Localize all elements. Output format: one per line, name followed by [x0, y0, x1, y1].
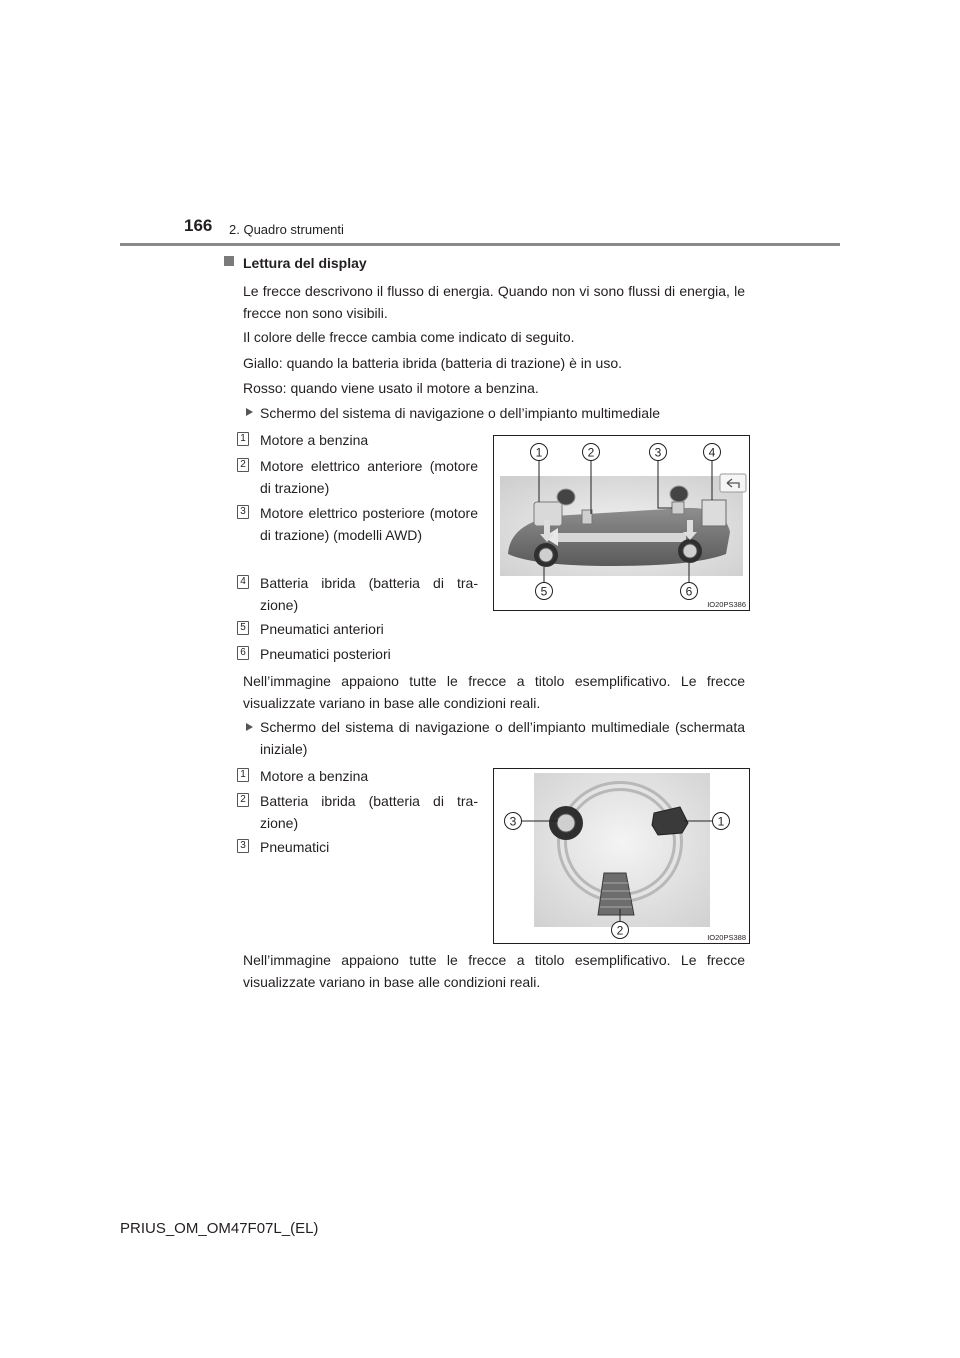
- svg-text:3: 3: [509, 814, 517, 829]
- item-text: Motore elettrico posteriore (motore di trazione) (modelli AWD): [260, 505, 478, 543]
- item-text: Pneumatici: [260, 839, 330, 855]
- intro-paragraph: Il colore delle frecce cambia come indicato di seguito.: [243, 329, 575, 345]
- svg-text:2: 2: [616, 923, 624, 938]
- figure-note: Nell’immagine appaiono tutte le frecce a titolo esemplificativo. Le frecce visualizzate variano in base alle condizioni reali.: [243, 673, 745, 711]
- item-text: Batteria ibrida (batteria di tra- zione): [260, 575, 478, 613]
- item-text: Pneumatici posteriori: [260, 646, 391, 662]
- item-text: Motore a benzina: [260, 432, 369, 448]
- header-divider: [120, 243, 840, 246]
- callout-1: [531, 444, 548, 461]
- item-number: 2: [237, 793, 249, 807]
- home-screen-illustration: [494, 769, 749, 943]
- bullet-triangle-icon: [246, 408, 253, 416]
- intro-paragraph: Le frecce descrivono il flusso di energia. Quando non vi sono flussi di energia, le frecce non sono visibili.: [243, 283, 745, 321]
- item-text: Motore a benzina: [260, 768, 369, 784]
- item-number: 1: [237, 432, 249, 446]
- svg-text:6: 6: [685, 584, 693, 599]
- callout-5: [536, 583, 553, 600]
- svg-text:1: 1: [535, 445, 543, 460]
- section-heading: Lettura del display: [243, 255, 367, 271]
- back-button: [720, 474, 746, 492]
- energy-flow-figure: [493, 435, 750, 611]
- screen2-title: Schermo del sistema di navigazione o dell’impianto multimediale (schermata iniziale): [260, 719, 745, 757]
- document-code: PRIUS_OM_OM47F07L_(EL): [120, 1220, 319, 1237]
- figure-code: IO20PS386: [707, 600, 746, 609]
- svg-text:4: 4: [708, 445, 716, 460]
- svg-text:5: 5: [540, 584, 548, 599]
- item-number: 4: [237, 575, 249, 589]
- callout-3: [505, 813, 522, 830]
- item-number: 1: [237, 768, 249, 782]
- callout-4: [704, 444, 721, 461]
- callout-2: [583, 444, 600, 461]
- wheel-icon: [557, 489, 575, 505]
- intro-paragraph: Rosso: quando viene usato il motore a benzina.: [243, 380, 539, 396]
- figure-note: Nell’immagine appaiono tutte le frecce a titolo esemplificativo. Le frecce visualizzate variano in base alle condizioni reali.: [243, 952, 745, 990]
- intro-paragraph: Giallo: quando la batteria ibrida (batteria di trazione) è in uso.: [243, 355, 622, 371]
- section-title: 2. Quadro strumenti: [229, 222, 344, 237]
- svg-text:2: 2: [587, 445, 595, 460]
- page-number: 166: [184, 216, 213, 235]
- item-text: Batteria ibrida (batteria di tra- zione): [260, 793, 478, 831]
- callout-3: [650, 444, 667, 461]
- home-screen-figure: [493, 768, 750, 944]
- callout-1: [713, 813, 730, 830]
- wheel-icon: [670, 486, 688, 502]
- item-number: 2: [237, 458, 249, 472]
- item-number: 3: [237, 839, 249, 853]
- item-number: 3: [237, 505, 249, 519]
- energy-arrow: [556, 533, 686, 542]
- item-text: Motore elettrico anteriore (motore di trazione): [260, 458, 478, 496]
- battery-icon: [702, 500, 726, 526]
- screen1-title: Schermo del sistema di navigazione o dell’impianto multimediale: [260, 405, 660, 421]
- heading-square-icon: [224, 256, 234, 266]
- item-text: Pneumatici anteriori: [260, 621, 384, 637]
- bullet-triangle-icon: [246, 723, 253, 731]
- rear-motor-icon: [672, 502, 684, 514]
- item-number: 6: [237, 646, 249, 660]
- item-number: 5: [237, 621, 249, 635]
- svg-text:1: 1: [717, 814, 725, 829]
- figure-code: IO20PS388: [707, 933, 746, 942]
- svg-text:3: 3: [654, 445, 662, 460]
- energy-flow-illustration: [494, 436, 749, 610]
- callout-2: [612, 922, 629, 939]
- callout-6: [681, 583, 698, 600]
